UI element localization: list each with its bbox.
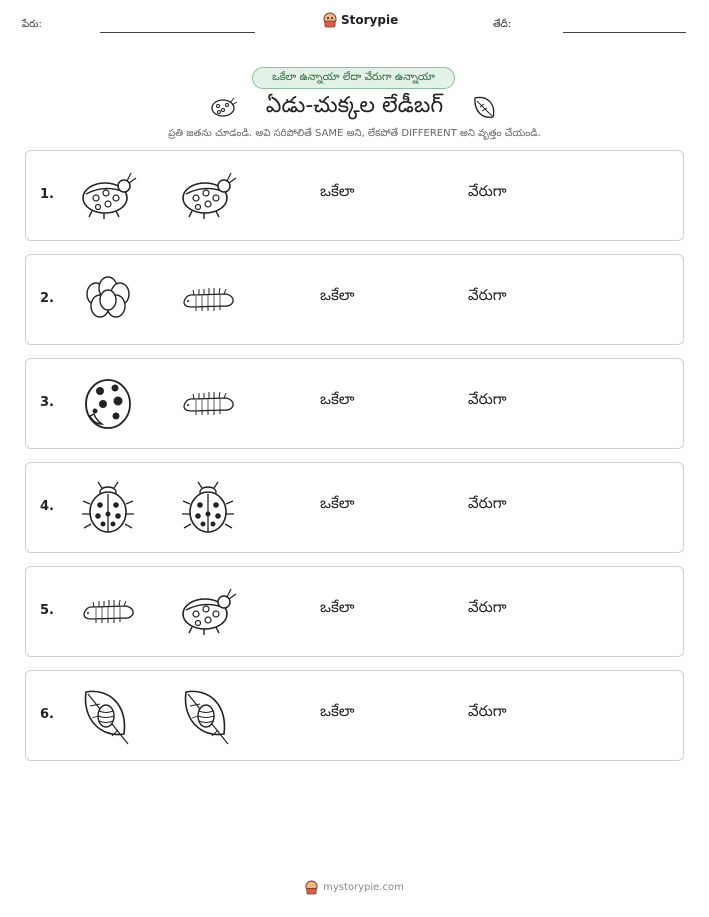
- ladybug-top-icon: [78, 478, 138, 538]
- same-option[interactable]: ఒకేలా: [320, 702, 355, 720]
- ladybug-top-icon: [178, 478, 238, 538]
- worksheet-type-pill: ఒకేలా ఉన్నాయా లేదా వేరుగా ఉన్నాయా: [252, 67, 455, 89]
- question-row: [25, 670, 684, 761]
- pupa-leaf-icon: [178, 686, 238, 746]
- question-row: [25, 462, 684, 553]
- footer-url[interactable]: mystorypie.com: [323, 882, 404, 893]
- name-label: పేరు:: [22, 19, 42, 30]
- question-number: 3.: [40, 395, 54, 410]
- same-option[interactable]: ఒకేలా: [320, 286, 355, 304]
- date-field[interactable]: [563, 32, 686, 33]
- question-number: 1.: [40, 187, 54, 202]
- different-option[interactable]: వేరుగా: [468, 702, 507, 720]
- brand-name: Storypie: [341, 13, 399, 27]
- ladybug-side-icon: [178, 582, 238, 642]
- leaf-icon: [470, 93, 498, 123]
- page-title: ఏడు-చుక్కల లేడీబగ్: [265, 93, 444, 118]
- footer: [0, 880, 709, 895]
- pupa-leaf-icon: [78, 686, 138, 746]
- name-field[interactable]: [100, 32, 255, 33]
- different-option[interactable]: వేరుగా: [468, 494, 507, 512]
- question-row: [25, 254, 684, 345]
- question-row: [25, 358, 684, 449]
- same-option[interactable]: ఒకేలా: [320, 182, 355, 200]
- different-option[interactable]: వేరుగా: [468, 390, 507, 408]
- question-number: 4.: [40, 499, 54, 514]
- question-row: [25, 150, 684, 241]
- eggs-icon: [78, 270, 138, 330]
- different-option[interactable]: వేరుగా: [468, 182, 507, 200]
- brand-logo: [323, 12, 398, 28]
- larva-icon: [178, 270, 238, 330]
- instructions: ప్రతి జతను చూడండి. అవి సరిపోలితే SAME అని, లేకపోతే DIFFERENT అని వృత్తం చేయండి.: [168, 128, 541, 139]
- same-option[interactable]: ఒకేలా: [320, 598, 355, 616]
- same-option[interactable]: ఒకేలా: [320, 494, 355, 512]
- question-number: 2.: [40, 291, 54, 306]
- question-number: 6.: [40, 707, 54, 722]
- ladybug-shell-icon: [78, 374, 138, 434]
- storypie-mascot-icon: [305, 880, 318, 895]
- same-option[interactable]: ఒకేలా: [320, 390, 355, 408]
- date-label: తేదీ:: [493, 19, 512, 30]
- question-number: 5.: [40, 603, 54, 618]
- larva-icon: [178, 374, 238, 434]
- larva-icon: [78, 582, 138, 642]
- ladybug-side-icon: [178, 166, 238, 226]
- different-option[interactable]: వేరుగా: [468, 598, 507, 616]
- storypie-mascot-icon: [323, 12, 337, 28]
- ladybug-side-icon: [78, 166, 138, 226]
- question-row: [25, 566, 684, 657]
- different-option[interactable]: వేరుగా: [468, 286, 507, 304]
